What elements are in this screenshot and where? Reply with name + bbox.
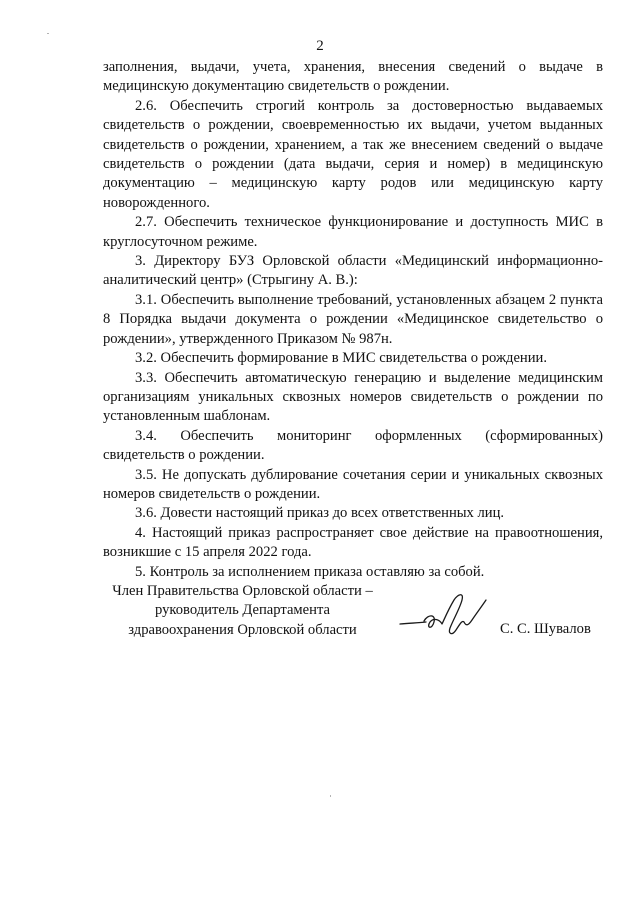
scan-speck (47, 33, 49, 34)
signatory-position-line: Член Правительства Орловской области – (112, 583, 373, 599)
signatory-position (100, 582, 385, 640)
signatory-position-line: здравоохранения Орловской области (128, 621, 357, 638)
document-body (103, 58, 603, 582)
paragraph-2-6: 2.6. Обеспечить строгий контроль за достоверностью выдаваемых свидетельств о рождении, своевременностью их выдачи, учетом выданных свидетельств о рождении, хранением, а так же внесением сведений о выдаче свидетельств о рождении (дата выдачи, серия и номер) в медицинскую документацию – медицинскую карту родов или медицинскую карту новорожденного. (103, 97, 603, 211)
signatory-position-line: руководитель Департамента (155, 602, 330, 619)
signatory-name: С. С. Шувалов (500, 621, 591, 637)
paragraph-3-4: 3.4. Обеспечить мониторинг оформленных (сформированных) свидетельств о рождении. (103, 427, 603, 464)
paragraph-4: 4. Настоящий приказ распространяет свое действие на правоотношения, возникшие с 15 апреля 2022 года. (103, 524, 603, 561)
paragraph-3-6: 3.6. Довести настоящий приказ до всех ответственных лиц. (135, 505, 505, 522)
paragraph-3-1: 3.1. Обеспечить выполнение требований, установленных абзацем 2 пункта 8 Порядка выдачи документа о рождении «Медицинское свидетельство о рождении», утвержденного Приказом № 987н. (103, 291, 603, 347)
paragraph-3-3: 3.3. Обеспечить автоматическую генерацию и выделение медицинским организациям уникальных сквозных номеров свидетельств о рождении по установленным шаблонам. (103, 369, 603, 425)
paragraph-5: 5. Контроль за исполнением приказа оставляю за собой. (135, 563, 485, 580)
paragraph-3-5: 3.5. Не допускать дублирование сочетания серии и уникальных сквозных номеров свидетельств о рождении. (103, 466, 603, 502)
scan-speck (330, 795, 331, 797)
paragraph-2-7: 2.7. Обеспечить техническое функционирование и доступность МИС в круглосуточном режиме. (103, 214, 603, 250)
handwritten-signature (398, 590, 493, 640)
page-number: 2 (316, 38, 324, 54)
paragraph-continuation: заполнения, выдачи, учета, хранения, внесения сведений о выдаче в медицинскую документацию свидетельств о рождении. (103, 59, 603, 95)
paragraph-3: 3. Директору БУЗ Орловской области «Медицинский информационно-аналитический центр» (Стрыгину А. В.): (103, 253, 603, 289)
paragraph-3-2: 3.2. Обеспечить формирование в МИС свидетельства о рождении. (135, 350, 548, 367)
